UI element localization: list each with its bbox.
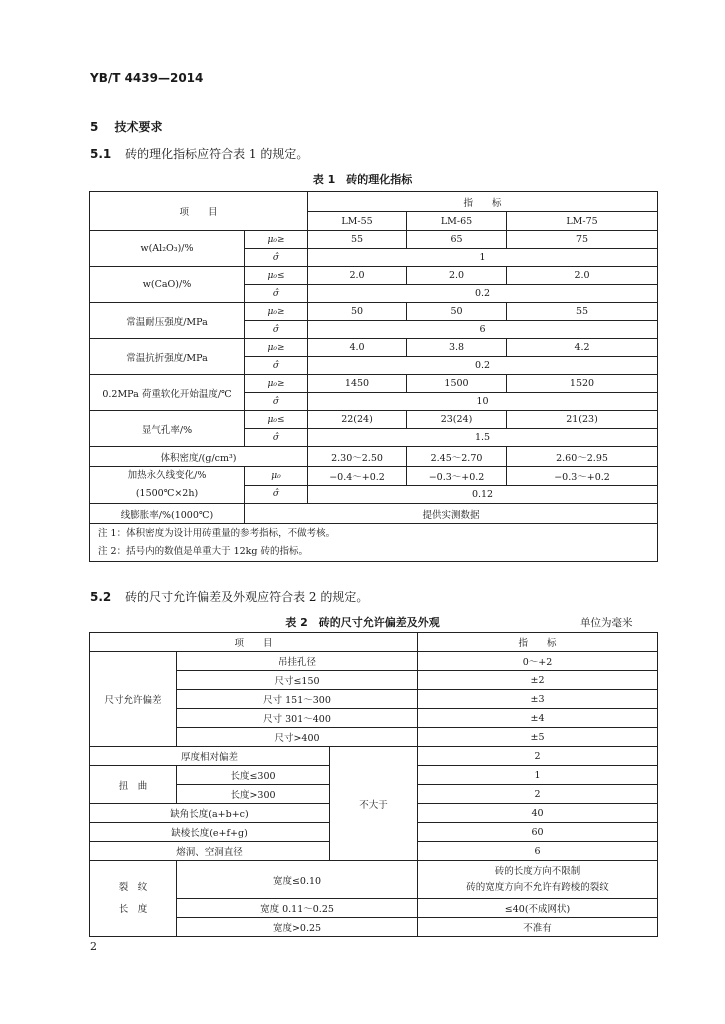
t1-notes (90, 524, 658, 562)
t1-value: 1520 (507, 375, 658, 393)
t2-row-label: 尺寸≤150 (177, 671, 418, 690)
t2-value: 60 (418, 823, 658, 842)
t1-value: 2.0 (308, 267, 407, 285)
t1-sigma-value: 0.2 (308, 357, 658, 375)
t1-sigma-value: 6 (308, 321, 658, 339)
t2-head-index: 指 标 (418, 633, 658, 652)
t1-plc-label (90, 467, 245, 504)
t1-value: 2.60～2.95 (507, 447, 658, 467)
t2-size-group: 尺寸允许偏差 (90, 652, 177, 747)
t1-value: 3.8 (407, 339, 507, 357)
t1-sigma-symbol: σ̂ (245, 285, 308, 303)
t1-grade: LM-75 (507, 212, 658, 231)
t1-grade: LM-65 (407, 212, 507, 231)
t2-row-label: 缺棱长度(e+f+g) (90, 823, 330, 842)
t2-value: ±2 (418, 671, 658, 690)
t2-row-label: 缺角长度(a+b+c) (90, 804, 330, 823)
t1-row-label: 常温抗折强度/MPa (90, 339, 245, 375)
t1-value: 55 (507, 303, 658, 321)
t1-mu-symbol: μ₀≥ (245, 339, 308, 357)
t2-row-label: 尺寸 301～400 (177, 709, 418, 728)
t1-mu-symbol: μ₀≥ (245, 303, 308, 321)
t2-crack-value-1a: 砖的长度方向不限制 (494, 865, 581, 877)
t2-row-label: 吊挂孔径 (177, 652, 418, 671)
t2-row-label: 长度>300 (177, 785, 330, 804)
t1-sigma-symbol: σ̂ (245, 321, 308, 339)
section-title: 技术要求 (114, 120, 163, 134)
t2-crack-value-1b: 砖的宽度方向不允许有跨棱的裂纹 (466, 881, 609, 893)
t1-value: −0.3～+0.2 (507, 467, 658, 486)
t1-density-label: 体积密度/(g/cm³) (90, 447, 308, 467)
t1-row-label: 常温耐压强度/MPa (90, 303, 245, 339)
t1-value: 2.0 (407, 267, 507, 285)
t1-value: 65 (407, 231, 507, 249)
t2-value: 2 (418, 785, 658, 804)
t1-sigma-symbol: σ̂ (245, 393, 308, 411)
t1-grade: LM-55 (308, 212, 407, 231)
t2-crack-label-line1: 裂 纹 (118, 881, 148, 893)
t1-value: 75 (507, 231, 658, 249)
t2-twist-label: 扭 曲 (90, 766, 177, 804)
t2-value: 不准有 (418, 918, 658, 937)
t1-value: −0.3～+0.2 (407, 467, 507, 486)
t1-sigma-symbol: σ̂ (245, 249, 308, 267)
t1-note-2: 注 2：括号内的数值是单重大于 12kg 砖的指标。 (98, 545, 309, 557)
t1-mu-symbol: μ₀≤ (245, 267, 308, 285)
t2-row-label: 厚度相对偏差 (90, 747, 330, 766)
t1-value: 1500 (407, 375, 507, 393)
table-2-caption: 表 2 砖的尺寸允许偏差及外观 (285, 616, 440, 629)
t1-plc-label-line2: (1500℃×2h) (135, 488, 199, 499)
t1-mu-symbol: μ₀≥ (245, 231, 308, 249)
t1-value: 2.45～2.70 (407, 447, 507, 467)
t1-row-label: 显气孔率/% (90, 411, 245, 447)
clause-text: 砖的理化指标应符合表 1 的规定。 (125, 147, 309, 161)
t1-value: 4.0 (308, 339, 407, 357)
t1-head-item: 项 目 (90, 192, 308, 231)
t1-value: 23(24) (407, 411, 507, 429)
t1-sigma-symbol: σ̂ (245, 357, 308, 375)
t1-value: 2.0 (507, 267, 658, 285)
page-number: 2 (90, 940, 97, 953)
t2-row-label: 熔洞、空洞直径 (90, 842, 330, 861)
clause-number: 5.1 (90, 147, 112, 161)
t1-row-label: w(CaO)/% (90, 267, 245, 303)
standard-number: YB/T 4439—2014 (90, 71, 204, 85)
clause-5-2 (90, 588, 368, 605)
section-5-heading (90, 118, 163, 135)
t2-row-label: 宽度 0.11～0.25 (177, 899, 418, 918)
t1-sigma-value: 1 (308, 249, 658, 267)
section-number: 5 (90, 120, 99, 134)
t1-note-1: 注 1：体积密度为设计用砖重量的参考指标，不做考核。 (98, 527, 336, 539)
t1-value: −0.4～+0.2 (308, 467, 407, 486)
t2-value: 0～+2 (418, 652, 658, 671)
t2-row-label: 宽度≤0.10 (177, 861, 418, 899)
t1-sigma-symbol: σ̂ (245, 485, 308, 504)
t1-value: 2.30～2.50 (308, 447, 407, 467)
t1-value: 1450 (308, 375, 407, 393)
t2-crack-label (90, 861, 177, 937)
t1-value: 21(23) (507, 411, 658, 429)
t2-crack-label-line2: 长 度 (118, 903, 148, 915)
t1-sigma-value: 1.5 (308, 429, 658, 447)
t2-value: 2 (418, 747, 658, 766)
t2-value: ±3 (418, 690, 658, 709)
t2-value: 1 (418, 766, 658, 785)
t1-sigma-value: 0.2 (308, 285, 658, 303)
t2-row-label: 尺寸 151～300 (177, 690, 418, 709)
clause-5-1 (90, 145, 308, 162)
t2-head-item: 项 目 (90, 633, 418, 652)
table-2-unit: 单位为毫米 (580, 617, 633, 629)
clause-number: 5.2 (90, 590, 112, 604)
table-1 (89, 191, 658, 562)
t1-sigma-value: 0.12 (308, 485, 658, 504)
clause-text: 砖的尺寸允许偏差及外观应符合表 2 的规定。 (125, 590, 369, 604)
table-2 (89, 632, 658, 937)
t1-expansion-label: 线膨胀率/%(1000℃) (90, 504, 245, 524)
t2-value: ±5 (418, 728, 658, 747)
table-1-caption: 表 1 砖的理化指标 (312, 173, 413, 186)
t1-sigma-symbol: σ̂ (245, 429, 308, 447)
t2-row-label: 长度≤300 (177, 766, 330, 785)
t1-plc-label-line1: 加热永久线变化/% (127, 470, 207, 481)
t1-value: 55 (308, 231, 407, 249)
t1-value: 50 (407, 303, 507, 321)
t1-expansion-value: 提供实测数据 (245, 504, 658, 524)
t2-value: 6 (418, 842, 658, 861)
t1-row-label: w(Al₂O₃)/% (90, 231, 245, 267)
t2-not-more-than: 不大于 (330, 747, 418, 861)
t1-value: 50 (308, 303, 407, 321)
t1-value: 4.2 (507, 339, 658, 357)
t2-value: ±4 (418, 709, 658, 728)
t1-row-label: 0.2MPa 荷重软化开始温度/℃ (90, 375, 245, 411)
t2-row-label: 尺寸>400 (177, 728, 418, 747)
t2-value: 40 (418, 804, 658, 823)
t2-row-label: 宽度>0.25 (177, 918, 418, 937)
t1-mu-symbol: μ₀≤ (245, 411, 308, 429)
t1-sigma-value: 10 (308, 393, 658, 411)
t1-value: 22(24) (308, 411, 407, 429)
t1-head-index: 指 标 (308, 192, 658, 212)
t1-mu-symbol: μ₀≥ (245, 375, 308, 393)
t2-crack-value-1 (418, 861, 658, 899)
t1-mu-symbol: μ₀ (245, 467, 308, 486)
t2-value: ≤40(不成网状) (418, 899, 658, 918)
